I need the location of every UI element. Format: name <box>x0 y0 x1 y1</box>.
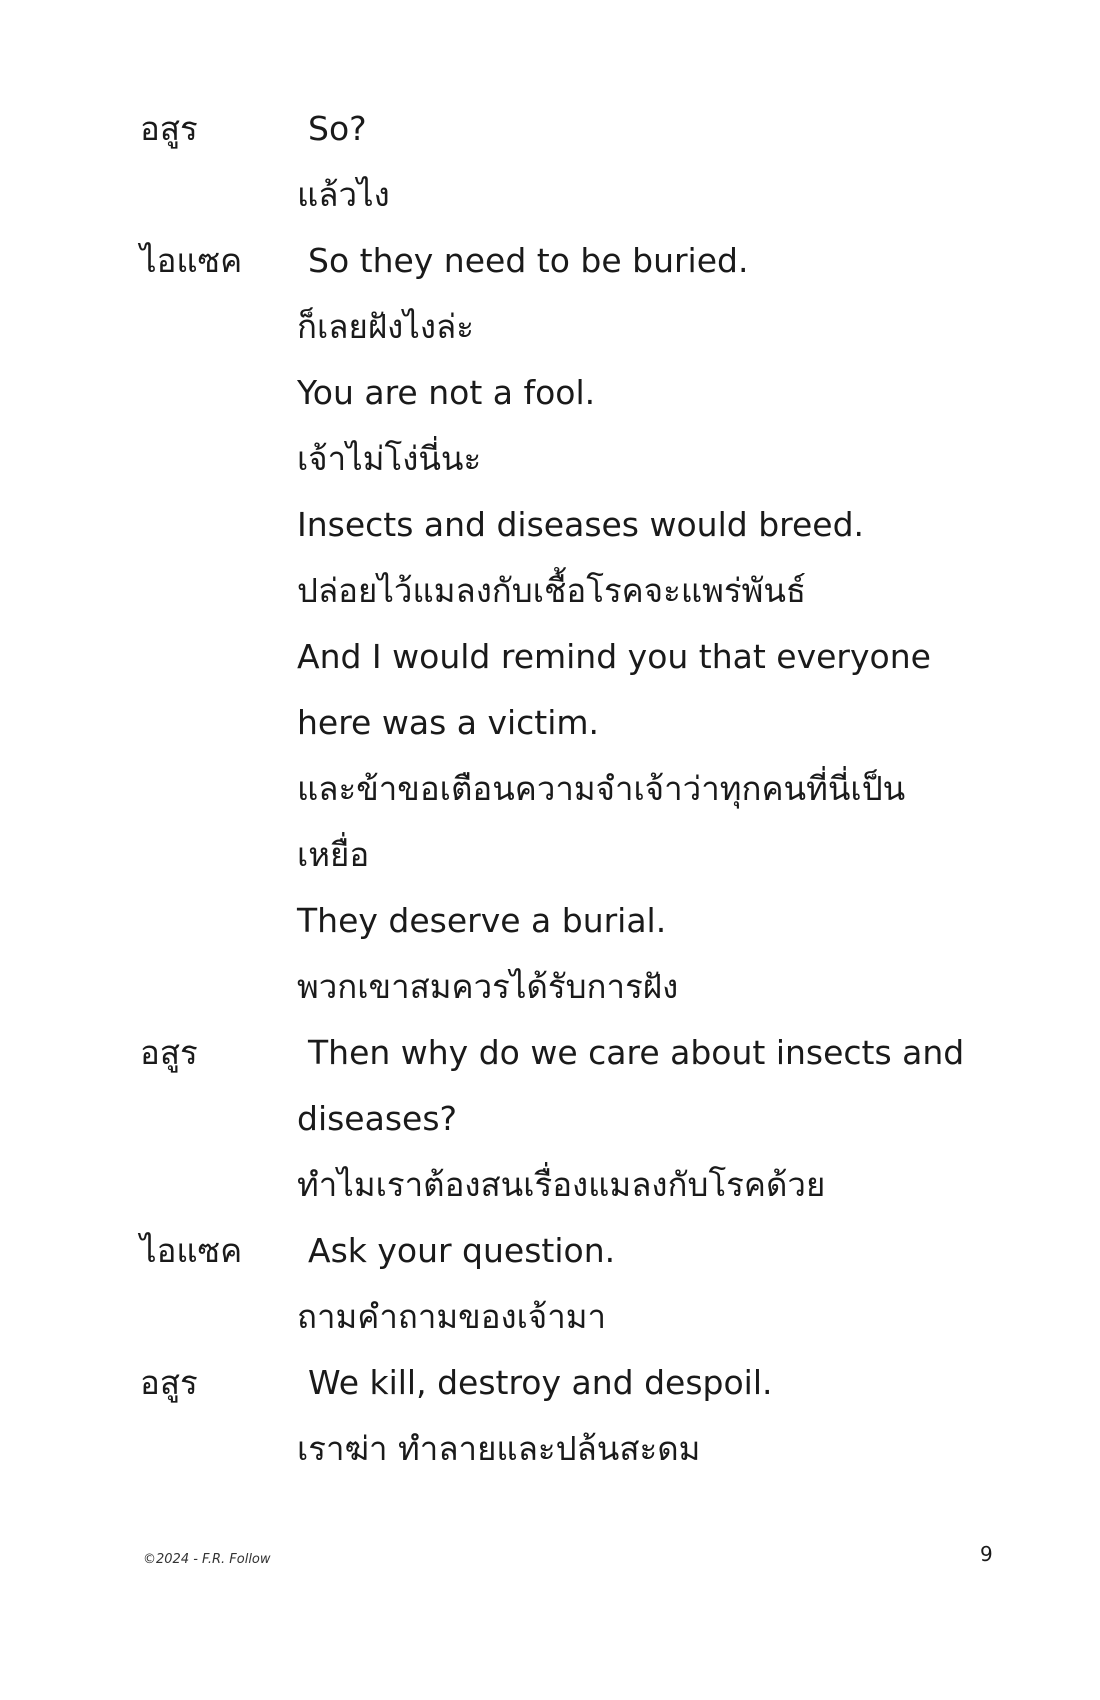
dialogue-text: เหยื่อ <box>297 835 370 874</box>
dialogue-line <box>140 96 1000 162</box>
dialogue-text: ถามคำถามของเจ้ามา <box>297 1297 607 1336</box>
dialogue-line <box>140 228 1000 294</box>
dialogue-line <box>140 426 1000 492</box>
dialogue-text: เจ้าไม่โง่นี่นะ <box>297 439 482 478</box>
dialogue-text: And I would remind you that everyone <box>297 637 931 676</box>
speaker-name: ไอแซค <box>140 241 243 280</box>
dialogue-text: here was a victim. <box>297 703 600 742</box>
dialogue-text: diseases? <box>297 1099 458 1138</box>
speaker-name: อสูร <box>140 109 198 148</box>
dialogue-text: พวกเขาสมควรได้รับการฝัง <box>297 967 679 1006</box>
dialogue-line <box>140 162 1000 228</box>
dialogue-line <box>140 888 1000 954</box>
dialogue-line <box>140 492 1000 558</box>
script-dialogue <box>140 96 1000 1482</box>
dialogue-line <box>140 756 1000 822</box>
speaker-name: อสูร <box>140 1033 198 1072</box>
dialogue-text: So? <box>308 109 367 148</box>
dialogue-text: ก็เลยฝังไงล่ะ <box>297 307 474 346</box>
dialogue-text: Then why do we care about insects and <box>308 1033 965 1072</box>
dialogue-text: So they need to be buried. <box>308 241 749 280</box>
dialogue-line <box>140 558 1000 624</box>
dialogue-line <box>140 1086 1000 1152</box>
dialogue-text: ปล่อยไว้แมลงกับเชื้อโรคจะแพร่พันธ์ <box>297 571 807 610</box>
footer-copyright: ©2024 - F.R. Follow <box>143 1552 271 1567</box>
dialogue-line <box>140 954 1000 1020</box>
dialogue-line <box>140 1284 1000 1350</box>
dialogue-line <box>140 822 1000 888</box>
page-number: 9 <box>980 1542 993 1566</box>
dialogue-line <box>140 1020 1000 1086</box>
dialogue-text: และข้าขอเตือนความจำเจ้าว่าทุกคนที่นี่เป็น <box>297 769 906 808</box>
dialogue-line <box>140 690 1000 756</box>
speaker-name: ไอแซค <box>140 1231 243 1270</box>
dialogue-line <box>140 1350 1000 1416</box>
dialogue-text: ทำไมเราต้องสนเรื่องแมลงกับโรคด้วย <box>297 1165 826 1204</box>
dialogue-line <box>140 360 1000 426</box>
dialogue-line <box>140 294 1000 360</box>
dialogue-line <box>140 1152 1000 1218</box>
dialogue-line <box>140 1416 1000 1482</box>
dialogue-line <box>140 1218 1000 1284</box>
speaker-name: อสูร <box>140 1363 198 1402</box>
dialogue-text: Ask your question. <box>308 1231 616 1270</box>
dialogue-text: We kill, destroy and despoil. <box>308 1363 773 1402</box>
dialogue-line <box>140 624 1000 690</box>
dialogue-text: Insects and diseases would breed. <box>297 505 865 544</box>
dialogue-text: เราฆ่า ทำลายและปล้นสะดม <box>297 1429 701 1468</box>
dialogue-text: แล้วไง <box>297 175 390 214</box>
dialogue-text: They deserve a burial. <box>297 901 667 940</box>
dialogue-text: You are not a fool. <box>297 373 596 412</box>
